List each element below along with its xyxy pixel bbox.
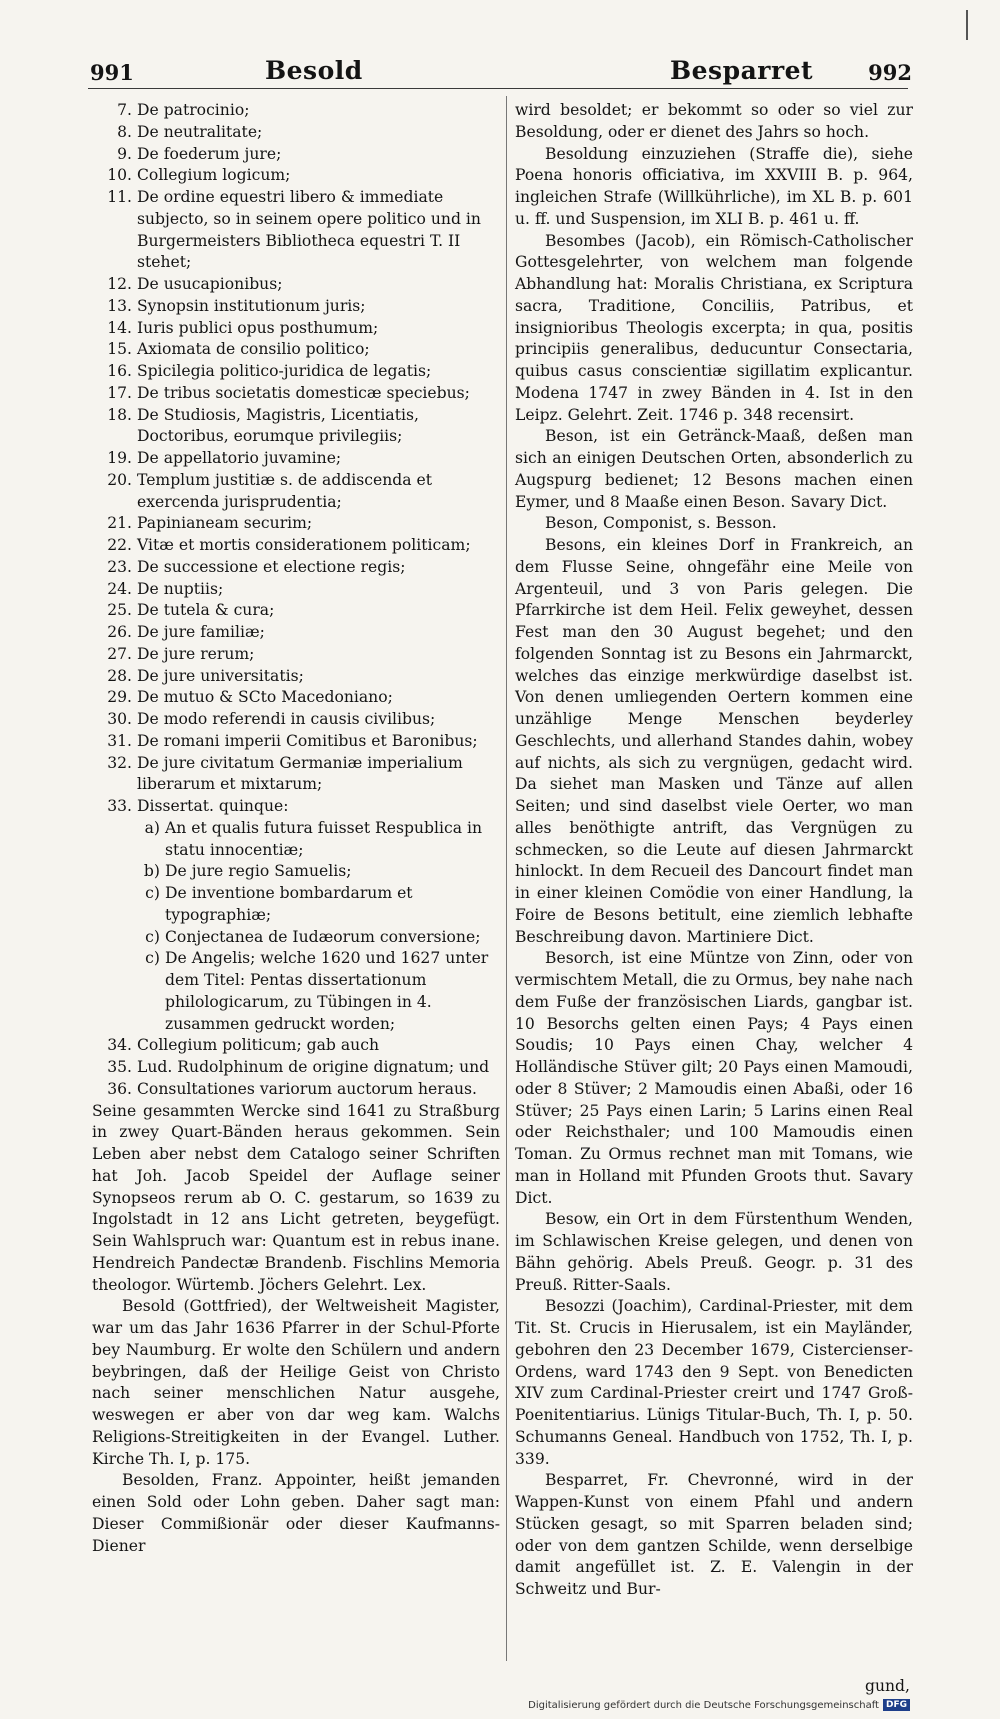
list-item xyxy=(92,339,500,361)
list-item xyxy=(134,818,500,862)
list-item xyxy=(92,1035,500,1057)
list-item xyxy=(92,274,500,296)
list-item-number: 26. xyxy=(107,623,132,641)
list-item xyxy=(92,666,500,688)
footer xyxy=(528,1699,910,1711)
list-item-text: De patrocinio; xyxy=(137,101,250,119)
entry-besow: Besow, ein Ort in dem Fürstenthum Wenden, im Schlawischen Kreise gelegen, und denen von Bähn gehörig. Abels Preuß. Geogr. p. 31 des Preuß. Ritter-Saals. xyxy=(515,1210,913,1294)
list-item-text: De tutela & cura; xyxy=(137,601,275,620)
list-item-text: De Angelis; welche 1620 und 1627 unter dem Titel: Pentas dissertationum philologicarum, zu Tübingen in 4. zusammen gedruckt worden; xyxy=(165,949,489,1033)
list-item-text: Synopsin institutionum juris; xyxy=(137,296,366,315)
entry-beson-composer: Beson, Componist, s. Besson. xyxy=(545,514,777,533)
list-item xyxy=(92,579,500,601)
paragraph: Seine gesammten Wercke sind 1641 zu Straßburg in zwey Quart-Bänden heraus gekommen. Sein Leben aber nebst dem Catalogo seiner Schriften hat Joh. Jacob Speidel der Auflage seiner Synopseos rerum ab O. C. gestarum, so 1639 zu Ingolstadt in 12 ans Licht getreten, beygefügt. Sein Wahlspruch war: Quantum est in rebus inane. Hendreich Pandectæ Brandenb. Fischlins Memoria theologor. Würtemb. Jöchers Gelehrt. Lex. xyxy=(92,1101,500,1294)
list-item-text: De nuptiis; xyxy=(137,579,224,598)
list-item-number: 29. xyxy=(107,688,132,707)
list-item-number: b) xyxy=(143,862,160,881)
entry-besons: Besons, ein kleines Dorf in Frankreich, an dem Flusse Seine, ohngefähr eine Meile von Argenteuil, und 3 von Paris gelegen. Die Pfarrkirche ist dem Heil. Felix geweyhet, dessen Fest man den 30 August begehet; und den folgenden Sonntag ist zu Besons ein Jahrmarckt, welches das einzige merkwürdige daselbst ist. Von denen umliegenden Oertern kommen eine unzählige Menge Menschen beyderley Geschlechts, und allerhand Standes dahin, wobey auf nichts, als sich zu vergnügen, gedacht wird. Da siehet man Masken und Tänze auf allen Seiten; und sind daselbst viele Oerter, wo man alles benöthigte antrift, das Vergnügen zu schmecken, so die Leute auf diesen Jahrmarckt hinlockt. In dem Recueil des Dancourt findet man in einer kleinen Comödie von einer Handlung, la Foire de Besons betitult, eine ziemlich lebhafte Beschreibung davon. Martiniere Dict. xyxy=(515,536,913,946)
list-item-number: 35. xyxy=(107,1058,132,1076)
list-item xyxy=(92,687,500,709)
list-item-text: De modo referendi in causis civilibus; xyxy=(137,710,436,728)
works-list-continued xyxy=(92,1035,500,1100)
list-item-number: 17. xyxy=(107,383,132,402)
list-item-text: De successione et electione regis; xyxy=(137,557,406,576)
list-item xyxy=(134,927,500,949)
list-item-number: c) xyxy=(145,949,160,968)
dissertation-sublist xyxy=(92,818,500,1036)
list-item xyxy=(92,513,500,535)
entry-besombes: Besombes (Jacob), ein Römisch-Catholischer Gottesgelehrter, von welchem man folgende Abhandlung hat: Moralis Christiana, ex Scriptura sacra, Traditione, Conciliis, Patribus, et insignioribus Theologis excerpta; in qua, positis principiis generalibus, deducuntur Consectaria, quibus casus conscientiæ sigillatim explicantur. Modena 1747 in zwey Bänden in 4. Ist in den Leipz. Gelehrt. Zeit. 1746 p. 348 recensirt. xyxy=(515,231,913,424)
list-item-text: De usucapionibus; xyxy=(137,275,283,293)
footer-text: Digitalisierung gefördert durch die Deutsche Forschungsgemeinschaft xyxy=(528,1699,879,1711)
dfg-logo: DFG xyxy=(883,1699,910,1711)
list-item-number: 9. xyxy=(117,144,132,163)
list-item-text: De tribus societatis domesticæ speciebus; xyxy=(137,383,470,402)
list-item xyxy=(92,644,500,666)
list-item xyxy=(92,318,500,340)
list-item-text: Conjectanea de Iudæorum conversione; xyxy=(165,927,481,946)
list-item-text: De jure familiæ; xyxy=(137,623,265,641)
list-item-text: De jure rerum; xyxy=(137,644,255,663)
list-item xyxy=(92,1079,500,1101)
list-item-text: De neutralitate; xyxy=(137,122,263,141)
list-item xyxy=(92,600,500,622)
list-item xyxy=(92,122,500,144)
column-divider xyxy=(506,96,507,1661)
list-item xyxy=(92,470,500,514)
running-head-left: Besold xyxy=(265,56,363,85)
list-item xyxy=(92,405,500,449)
list-item xyxy=(92,361,500,383)
entry-besparret: Besparret, Fr. Chevronné, wird in der Wappen-Kunst von einem Pfahl und andern Stücken gesagt, so mit Sparren beladen sind; oder von dem gantzen Schilde, wenn derselbige damit angefüllet ist. Z. E. Valengin in der Schweitz und Bur- xyxy=(515,1471,913,1598)
list-item-number: 30. xyxy=(107,710,132,728)
list-item xyxy=(92,731,500,753)
list-item-text: Axiomata de consilio politico; xyxy=(137,340,370,359)
list-item-text: De jure universitatis; xyxy=(137,666,304,685)
list-item xyxy=(92,165,500,187)
list-item-text: Vitæ et mortis considerationem politicam; xyxy=(137,536,471,554)
list-item xyxy=(92,622,500,644)
list-item-text: De mutuo & SCto Macedoniano; xyxy=(137,688,393,707)
list-item xyxy=(92,100,500,122)
list-item-number: 25. xyxy=(107,601,132,620)
list-item xyxy=(92,383,500,405)
list-item xyxy=(92,448,500,470)
list-item-number: a) xyxy=(144,818,160,837)
header-rule xyxy=(88,88,908,89)
entry-besoldung: Besoldung einzuziehen (Straffe die), siehe Poena honoris officiativa, im XXVIII B. p. 964, ingleichen Strafe (Willkührliche), im XL B. p. 601 u. ff. und Suspension, im XLI B. p. 461 u. ff. xyxy=(515,144,913,228)
list-item-text: Iuris publici opus posthumum; xyxy=(137,318,379,337)
list-item xyxy=(92,187,500,274)
list-item xyxy=(92,557,500,579)
list-item-number: 7. xyxy=(117,101,132,119)
right-column xyxy=(515,100,913,1601)
list-item xyxy=(134,948,500,1035)
page-number-left: 991 xyxy=(90,60,134,85)
list-item-number: 23. xyxy=(107,557,132,576)
entry-besozzi: Besozzi (Joachim), Cardinal-Priester, mit dem Tit. St. Crucis in Hierusalem, ist ein Mayländer, gebohren den 23 December 1679, Cistercienser-Ordens, ward 1743 den 9 Sept. von Benedicten XIV zum Cardinal-Priester creirt und 1747 Groß-Poenitentiarius. Lünigs Titular-Buch, Th. I, p. 50. Schumanns Geneal. Handbuch von 1752, Th. I, p. 339. xyxy=(515,1297,913,1468)
list-item-text: De jure regio Samuelis; xyxy=(165,862,352,881)
list-item-number: 21. xyxy=(107,514,132,533)
list-item xyxy=(92,535,500,557)
list-item-number: 36. xyxy=(107,1079,132,1098)
list-item-number: 22. xyxy=(107,536,132,554)
entry-besolden: Besolden, Franz. Appointer, heißt jemanden einen Sold oder Lohn geben. Daher sagt man: Dieser Commißionär oder dieser Kaufmanns-Diener xyxy=(92,1471,500,1555)
list-item-text: De Studiosis, Magistris, Licentiatis, Doctoribus, eorumque privilegiis; xyxy=(137,405,419,446)
page-number-right: 992 xyxy=(868,60,912,85)
list-item-number: 16. xyxy=(107,362,132,380)
list-item-text: De romani imperii Comitibus et Baronibus; xyxy=(137,731,478,750)
list-item-text: De foederum jure; xyxy=(137,144,282,163)
list-item xyxy=(92,1057,500,1079)
list-item-number: 31. xyxy=(107,731,132,750)
list-item-number: c) xyxy=(145,927,160,946)
list-item-text: Collegium logicum; xyxy=(137,166,291,185)
list-item xyxy=(92,753,500,797)
left-column xyxy=(92,100,500,1557)
list-item-number: 18. xyxy=(107,405,132,424)
entry-besorch: Besorch, ist eine Müntze von Zinn, oder von vermischtem Metall, die zu Ormus, bey nahe nach dem Fuße der französischen Liards, gangbar ist. 10 Besorchs gelten einen Pays; 4 Pays einen Soudis; 10 Pays einen Chay, welcher 4 Holländische Stüver gilt; 20 Pays einen Mamoudi, oder 8 Stüver; 2 Mamoudis einen Abaßi, oder 16 Stüver; 25 Pays einen Larin; 5 Larins einen Real oder Reichsthaler; und 100 Mamoudis einen Toman. Zu Ormus rechnet man mit Tomans, wie man in Holland mit Pfunden Groots thut. Savary Dict. xyxy=(515,949,913,1207)
list-item-number: 11. xyxy=(107,188,132,206)
list-item-number: 13. xyxy=(107,296,132,315)
list-item-text: De jure civitatum Germaniæ imperialium liberarum et mixtarum; xyxy=(137,753,463,794)
paragraph-continued: wird besoldet; er bekommt so oder so viel zur Besoldung, oder er dienet des Jahrs so hoch. xyxy=(515,101,913,141)
list-item-text: Dissertat. quinque: xyxy=(137,797,289,815)
list-item-number: 19. xyxy=(107,449,132,467)
list-item-text: Papinianeam securim; xyxy=(137,514,313,533)
list-item-text: De ordine equestri libero & immediate subjecto, so in seinem opere politico und in Burgermeisters Bibliotheca equestri T. II stehet; xyxy=(137,188,481,272)
list-item xyxy=(92,796,500,818)
list-item-text: Lud. Rudolphinum de origine dignatum; und xyxy=(137,1058,490,1076)
list-item-text: De appellatorio juvamine; xyxy=(137,449,342,467)
list-item-number: 28. xyxy=(107,666,132,685)
works-list xyxy=(92,100,500,818)
list-item xyxy=(134,883,500,927)
list-item-number: 34. xyxy=(107,1036,132,1055)
list-item-text: De inventione bombardarum et typographiæ; xyxy=(165,884,413,924)
entry-beson-measure: Beson, ist ein Getränck-Maaß, deßen man sich an einigen Deutschen Orten, absonderlich zu Augspurg bedienet; 12 Besons machen einen Eymer, und 8 Maaße einen Beson. Savary Dict. xyxy=(515,427,913,511)
list-item-text: Spicilegia politico-juridica de legatis; xyxy=(137,362,432,380)
list-item-number: 10. xyxy=(107,166,132,185)
list-item xyxy=(134,861,500,883)
running-head-right: Besparret xyxy=(670,56,814,85)
list-item-number: 14. xyxy=(107,318,132,337)
list-item xyxy=(92,709,500,731)
list-item-number: 24. xyxy=(107,579,132,598)
catchword: gund, xyxy=(864,1677,910,1695)
list-item xyxy=(92,144,500,166)
list-item-number: c) xyxy=(145,884,160,902)
list-item-number: 12. xyxy=(107,275,132,293)
list-item-number: 27. xyxy=(107,644,132,663)
list-item-number: 8. xyxy=(117,122,132,141)
list-item-number: 33. xyxy=(107,797,132,815)
list-item-number: 20. xyxy=(107,470,132,489)
list-item-number: 15. xyxy=(107,340,132,359)
list-item-text: Consultationes variorum auctorum heraus. xyxy=(137,1079,478,1098)
list-item-number: 32. xyxy=(107,753,132,772)
list-item-text: Templum justitiæ s. de addiscenda et exercenda jurisprudentia; xyxy=(137,470,433,511)
list-item-text: An et qualis futura fuisset Respublica in statu innocentiæ; xyxy=(165,818,483,859)
edge-mark xyxy=(966,10,968,40)
list-item-text: Collegium politicum; gab auch xyxy=(137,1036,379,1055)
list-item xyxy=(92,296,500,318)
entry-besold-gottfried: Besold (Gottfried), der Weltweisheit Magister, war um das Jahr 1636 Pfarrer in der Schul-Pforte bey Naumburg. Er wolte den Schülern und andern beybringen, daß der Heilige Geist von Christo nach seiner menschlichen Natur ausgehe, weswegen er aber von dar weg kam. Walchs Religions-Streitigkeiten in der Evangel. Luther. Kirche Th. I, p. 175. xyxy=(92,1297,500,1468)
